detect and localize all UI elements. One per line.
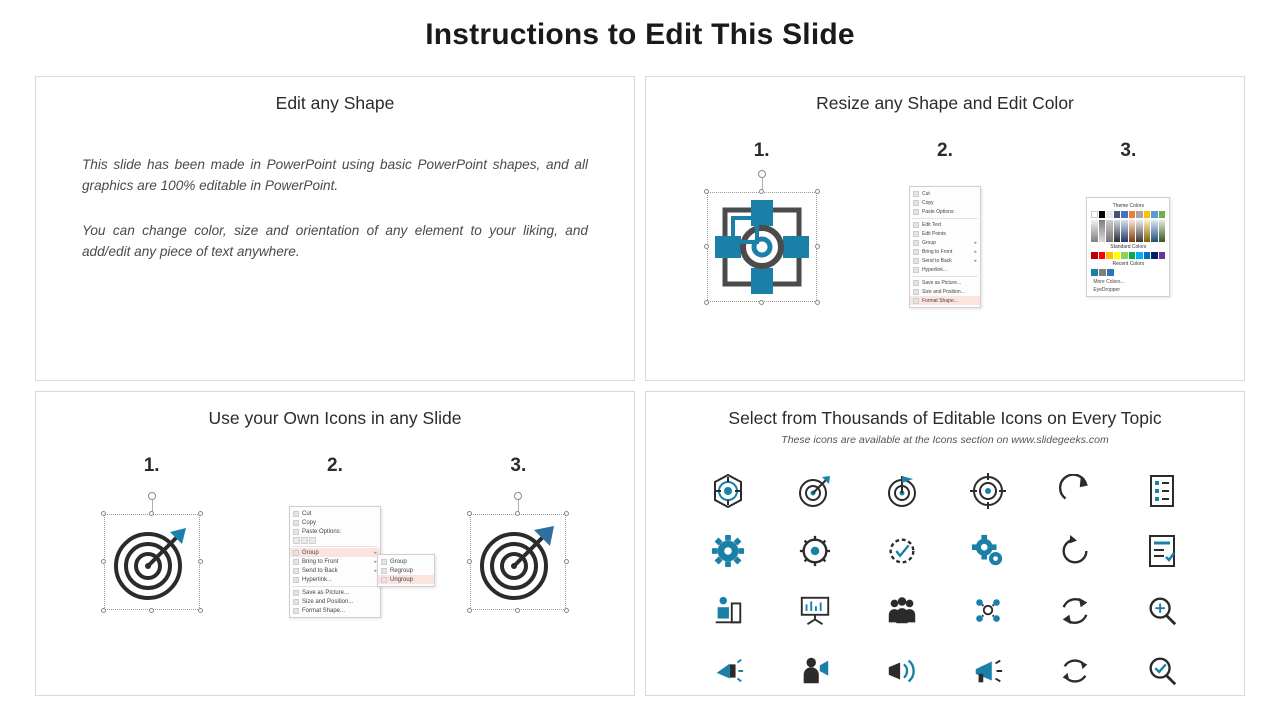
regroup-icon (381, 568, 387, 574)
person-speaker-icon (798, 654, 832, 688)
edit-shape-paragraph-2: You can change color, size and orientation of any element to your liking, and add/edit any piece of text anywhere. (82, 223, 588, 260)
color-swatch[interactable] (1091, 211, 1098, 218)
cut-icon (913, 191, 919, 197)
rotate-handle-icon[interactable] (758, 170, 766, 178)
color-swatch[interactable] (1129, 252, 1136, 259)
target-flag-icon (884, 473, 920, 509)
group-menu-illustration (244, 487, 426, 637)
icon-cell[interactable] (1119, 642, 1204, 696)
megaphone-announce-icon (971, 654, 1005, 688)
menu-item-label: Copy (921, 199, 934, 206)
step-number: 1. (143, 455, 160, 476)
icon-cell[interactable] (859, 642, 944, 696)
target-crosshair-icon (710, 473, 746, 509)
selection-frame (470, 514, 566, 610)
color-swatch[interactable] (1099, 269, 1106, 276)
sync-arrows-icon (1058, 654, 1092, 688)
gears-double-icon (971, 534, 1005, 568)
group-submenu[interactable] (377, 554, 435, 587)
resize-steps (646, 140, 1244, 322)
cut-icon (293, 511, 299, 517)
menu-item-edit-points[interactable] (910, 229, 980, 238)
refresh-circular-icon (1058, 534, 1092, 568)
menu-item-hyperlink[interactable] (910, 265, 980, 274)
color-swatch[interactable] (1106, 211, 1112, 218)
icon-cell[interactable] (686, 582, 771, 640)
icon-cell[interactable] (1119, 582, 1204, 640)
color-swatch[interactable] (1151, 252, 1158, 259)
icon-cell[interactable] (946, 582, 1031, 640)
resize-handle-middle-left[interactable] (704, 244, 709, 249)
icon-cell[interactable] (946, 462, 1031, 520)
color-swatch[interactable] (1159, 220, 1166, 242)
refresh-clockwise-icon (1058, 474, 1092, 508)
loudspeaker-icon (885, 654, 919, 688)
target-scope-icon (970, 473, 1006, 509)
chevron-right-icon: ▸ (974, 239, 977, 246)
resize-handle-middle-right[interactable] (815, 244, 820, 249)
hyperlink-icon (913, 267, 919, 273)
resize-handle-bottom-center[interactable] (759, 300, 764, 305)
menu-item-save-as-picture[interactable] (910, 278, 980, 287)
shape-selection-illustration (671, 172, 853, 322)
menu-item-size-and-position[interactable] (290, 597, 380, 606)
resize-handle-top-right[interactable] (198, 511, 203, 516)
menu-item-label: Size and Position... (301, 598, 354, 605)
color-swatch[interactable] (1106, 252, 1113, 259)
icon-cell[interactable] (859, 582, 944, 640)
context-menu[interactable] (289, 506, 381, 618)
icon-cell[interactable] (1119, 462, 1204, 520)
context-menu[interactable] (909, 186, 981, 308)
menu-item-label: Copy (301, 519, 316, 526)
theme-colors-tints-row (1091, 220, 1165, 242)
menu-item-label: Format Shape... (301, 607, 346, 614)
send-back-icon (913, 258, 919, 264)
menu-item-label: Cut (921, 190, 930, 197)
save-picture-icon (293, 590, 299, 596)
panel-title-own-icons: Use your Own Icons in any Slide (208, 408, 462, 428)
resize-handle-top-center[interactable] (759, 189, 764, 194)
menu-item-label: Paste Options: (301, 528, 342, 535)
menu-item-label: Save as Picture... (301, 589, 350, 596)
own-icons-step-2 (244, 455, 426, 637)
more-colors-item[interactable] (1090, 279, 1166, 285)
icon-gallery (646, 446, 1244, 696)
resize-handle-middle-right[interactable] (564, 559, 569, 564)
menu-item-label: Send to Back (921, 257, 952, 264)
presentation-board-icon (798, 594, 832, 628)
resize-handle-bottom-center[interactable] (515, 608, 520, 613)
resize-handle-top-left[interactable] (704, 189, 709, 194)
menu-item-group[interactable] (910, 238, 980, 247)
icon-cell[interactable] (1119, 522, 1204, 580)
resize-handle-middle-left[interactable] (101, 559, 106, 564)
magnifier-icon (1145, 594, 1179, 628)
color-swatch[interactable] (1144, 252, 1151, 259)
save-picture-icon (913, 280, 919, 286)
resize-handle-top-center[interactable] (149, 511, 154, 516)
menu-item-label: Edit Points (921, 230, 946, 237)
chevron-right-icon: ▸ (374, 567, 377, 574)
menu-item-label: Format Shape... (921, 297, 958, 304)
menu-item-hyperlink[interactable] (290, 575, 380, 584)
menu-item-send-to-back[interactable] (290, 566, 380, 575)
menu-item-label: Paste Options: (921, 208, 955, 215)
menu-divider (292, 546, 378, 547)
resize-handle-bottom-right[interactable] (564, 608, 569, 613)
color-swatch[interactable] (1091, 220, 1098, 242)
hyperlink-icon (293, 577, 299, 583)
ungroup-icon (381, 577, 387, 583)
step-number: 3. (1120, 140, 1137, 161)
icon-cell[interactable] (773, 462, 858, 520)
color-swatch[interactable] (1114, 211, 1120, 218)
menu-item-label: Bring to Front (301, 558, 339, 565)
chevron-right-icon: ▸ (974, 257, 977, 264)
menu-item-label: Group (921, 239, 936, 246)
paste-icon (293, 529, 299, 535)
document-list-icon (1146, 473, 1178, 509)
resize-step-2 (854, 140, 1036, 322)
resize-handle-bottom-right[interactable] (198, 608, 203, 613)
resize-handle-bottom-right[interactable] (815, 300, 820, 305)
step-number: 1. (753, 140, 770, 161)
megaphone-icon (711, 654, 745, 688)
menu-item-label: Edit Text (921, 221, 942, 228)
menu-item-label: Send to Back (301, 567, 338, 574)
theme-colors-row (1091, 211, 1165, 218)
icon-cell[interactable] (686, 522, 771, 580)
standard-colors-label: Standard Colors (1110, 244, 1147, 250)
color-swatch[interactable] (1129, 211, 1135, 218)
target-dart-icon (797, 473, 833, 509)
color-swatch[interactable] (1106, 220, 1113, 242)
resize-handle-bottom-left[interactable] (704, 300, 709, 305)
menu-item-cut[interactable] (910, 189, 980, 198)
gear-settings-icon (798, 534, 832, 568)
menu-item-label: Size and Position... (921, 288, 965, 295)
own-icons-step-1 (61, 455, 243, 637)
group-icon (293, 550, 299, 556)
menu-item-label: Group (301, 549, 319, 556)
color-swatch[interactable] (1136, 252, 1143, 259)
panel-title-edit-shape: Edit any Shape (275, 93, 395, 113)
menu-divider (912, 276, 978, 277)
color-swatch[interactable] (1091, 269, 1098, 276)
menu-item-edit-text[interactable] (910, 220, 980, 229)
panel-grid (35, 76, 1245, 696)
selection-box[interactable] (470, 514, 566, 610)
rotate-handle-icon[interactable] (148, 492, 156, 500)
own-icons-steps (36, 455, 634, 637)
paste-icon (913, 209, 919, 215)
selection-frame (707, 192, 817, 302)
menu-item-format-shape[interactable] (290, 606, 380, 615)
menu-item-label: Save as Picture... (921, 279, 962, 286)
more-colors-label: More Colors... (1093, 279, 1125, 285)
submenu-item-ungroup[interactable] (378, 575, 434, 584)
magnifier-check-icon (1145, 654, 1179, 688)
format-shape-icon (913, 298, 919, 304)
icon-cell[interactable] (859, 462, 944, 520)
resize-handle-bottom-left[interactable] (467, 608, 472, 613)
menu-divider (912, 218, 978, 219)
edit-shape-text-block (36, 114, 634, 262)
selection-box[interactable] (104, 514, 200, 610)
menu-item-size-and-position[interactable] (910, 287, 980, 296)
icon-cell[interactable] (773, 582, 858, 640)
color-swatch[interactable] (1159, 211, 1165, 218)
paste-options-icons (293, 537, 377, 544)
submenu-item-label: Ungroup (389, 576, 413, 583)
document-check-icon (1146, 533, 1178, 569)
icon-cell[interactable] (859, 522, 944, 580)
recent-colors-row (1091, 269, 1165, 276)
panel-title-resize-shape: Resize any Shape and Edit Color (816, 93, 1074, 113)
menu-item-label: Cut (301, 510, 312, 517)
gear-check-icon (885, 534, 919, 568)
paste-option-icon[interactable] (293, 537, 300, 544)
menu-item-send-to-back[interactable] (910, 256, 980, 265)
color-swatch[interactable] (1121, 252, 1128, 259)
group-icon (381, 559, 387, 565)
color-swatch[interactable] (1159, 252, 1166, 259)
bring-front-icon (293, 559, 299, 565)
menu-item-bring-to-front[interactable] (910, 247, 980, 256)
icon-cell[interactable] (1033, 642, 1118, 696)
menu-item-format-shape[interactable] (910, 296, 980, 305)
color-swatch[interactable] (1144, 220, 1151, 242)
bring-front-icon (913, 249, 919, 255)
color-swatch[interactable] (1121, 220, 1128, 242)
context-menu-illustration (854, 172, 1036, 322)
copy-icon (913, 200, 919, 206)
edit-points-icon (913, 231, 919, 237)
edit-shape-paragraph-1: This slide has been made in PowerPoint using basic PowerPoint shapes, and all graphics are 100% editable in PowerPoint. (82, 157, 588, 194)
menu-item-cut[interactable] (290, 509, 380, 518)
resize-handle-bottom-center[interactable] (149, 608, 154, 613)
chevron-right-icon: ▸ (374, 549, 377, 556)
selection-box[interactable] (707, 192, 817, 302)
menu-item-save-as-picture[interactable] (290, 588, 380, 597)
menu-item-paste-options[interactable] (910, 207, 980, 216)
panel-own-icons (35, 391, 635, 696)
size-position-icon (293, 599, 299, 605)
theme-colors-panel[interactable] (1086, 197, 1170, 297)
recent-colors-label: Recent Colors (1112, 261, 1145, 267)
icon-cell[interactable] (1033, 462, 1118, 520)
color-swatch[interactable] (1129, 220, 1136, 242)
resize-step-3 (1038, 140, 1220, 322)
size-position-icon (913, 289, 919, 295)
menu-item-label: Bring to Front (921, 248, 953, 255)
submenu-item-label: Regroup (389, 567, 413, 574)
color-swatch[interactable] (1099, 220, 1106, 242)
panel-title-editable-icons: Select from Thousands of Editable Icons on Every Topic (728, 408, 1162, 428)
team-meeting-icon (971, 594, 1005, 628)
submenu-item-group[interactable] (378, 557, 434, 566)
target-dart-ungrouped-illustration (428, 487, 610, 637)
eyedropper-item[interactable] (1090, 287, 1166, 293)
panel-resize-shape (645, 76, 1245, 381)
edit-text-icon (913, 222, 919, 228)
panel-editable-icons (645, 391, 1245, 696)
color-swatch[interactable] (1099, 252, 1106, 259)
chevron-right-icon: ▸ (374, 558, 377, 565)
paste-option-icon[interactable] (309, 537, 316, 544)
send-back-icon (293, 568, 299, 574)
color-swatch[interactable] (1107, 269, 1114, 276)
icon-cell[interactable] (946, 522, 1031, 580)
color-swatch[interactable] (1136, 220, 1143, 242)
page-title: Instructions to Edit This Slide (425, 18, 855, 51)
resize-handle-bottom-left[interactable] (101, 608, 106, 613)
menu-item-copy[interactable] (910, 198, 980, 207)
submenu-item-label: Group (389, 558, 407, 565)
step-number: 2. (937, 140, 953, 161)
standard-colors-row (1091, 252, 1165, 259)
icon-cell[interactable] (686, 642, 771, 696)
rotate-handle-icon[interactable] (514, 492, 522, 500)
color-swatch[interactable] (1114, 252, 1121, 259)
step-number: 2. (327, 455, 343, 476)
menu-item-group[interactable] (290, 548, 380, 557)
icon-cell[interactable] (946, 642, 1031, 696)
target-dart-selected-illustration (61, 487, 243, 637)
color-swatch[interactable] (1099, 211, 1105, 218)
color-swatch[interactable] (1151, 220, 1158, 242)
color-swatch[interactable] (1144, 211, 1150, 218)
resize-step-1 (671, 140, 853, 322)
eyedropper-label: EyeDropper (1093, 287, 1120, 293)
icon-cell[interactable] (773, 522, 858, 580)
resize-handle-middle-right[interactable] (198, 559, 203, 564)
menu-item-label: Hyperlink... (921, 266, 947, 273)
selection-frame (104, 514, 200, 610)
menu-divider (292, 586, 378, 587)
panel-subtitle-editable-icons: These icons are available at the Icons section on www.slidegeeks.com (781, 434, 1109, 446)
icon-cell[interactable] (1033, 582, 1118, 640)
resize-handle-top-right[interactable] (564, 511, 569, 516)
color-swatch[interactable] (1114, 220, 1121, 242)
step-number: 3. (510, 455, 527, 476)
submenu-item-regroup[interactable] (378, 566, 434, 575)
people-group-icon (885, 594, 919, 628)
group-icon (913, 240, 919, 246)
icon-cell[interactable] (773, 642, 858, 696)
color-swatch[interactable] (1136, 211, 1142, 218)
resize-handle-top-left[interactable] (101, 511, 106, 516)
person-podium-icon (711, 594, 745, 628)
color-swatch[interactable] (1091, 252, 1098, 259)
own-icons-step-3 (428, 455, 610, 637)
menu-item-copy[interactable] (290, 518, 380, 527)
color-swatch[interactable] (1121, 211, 1127, 218)
icon-cell[interactable] (686, 462, 771, 520)
format-shape-icon (293, 608, 299, 614)
gear-icon (711, 534, 745, 568)
chevron-right-icon: ▸ (974, 248, 977, 255)
menu-item-label: Hyperlink... (301, 576, 332, 583)
theme-colors-label: Theme Colors (1112, 203, 1145, 209)
menu-item-paste-options[interactable] (290, 527, 380, 536)
group-context-menu-wrapper (289, 506, 413, 618)
resize-handle-top-right[interactable] (815, 189, 820, 194)
theme-colors-illustration (1038, 172, 1220, 322)
panel-edit-any-shape (35, 76, 635, 381)
menu-item-bring-to-front[interactable] (290, 557, 380, 566)
paste-option-icon[interactable] (301, 537, 308, 544)
icon-cell[interactable] (1033, 522, 1118, 580)
recycle-arrows-icon (1058, 594, 1092, 628)
color-swatch[interactable] (1151, 211, 1157, 218)
copy-icon (293, 520, 299, 526)
